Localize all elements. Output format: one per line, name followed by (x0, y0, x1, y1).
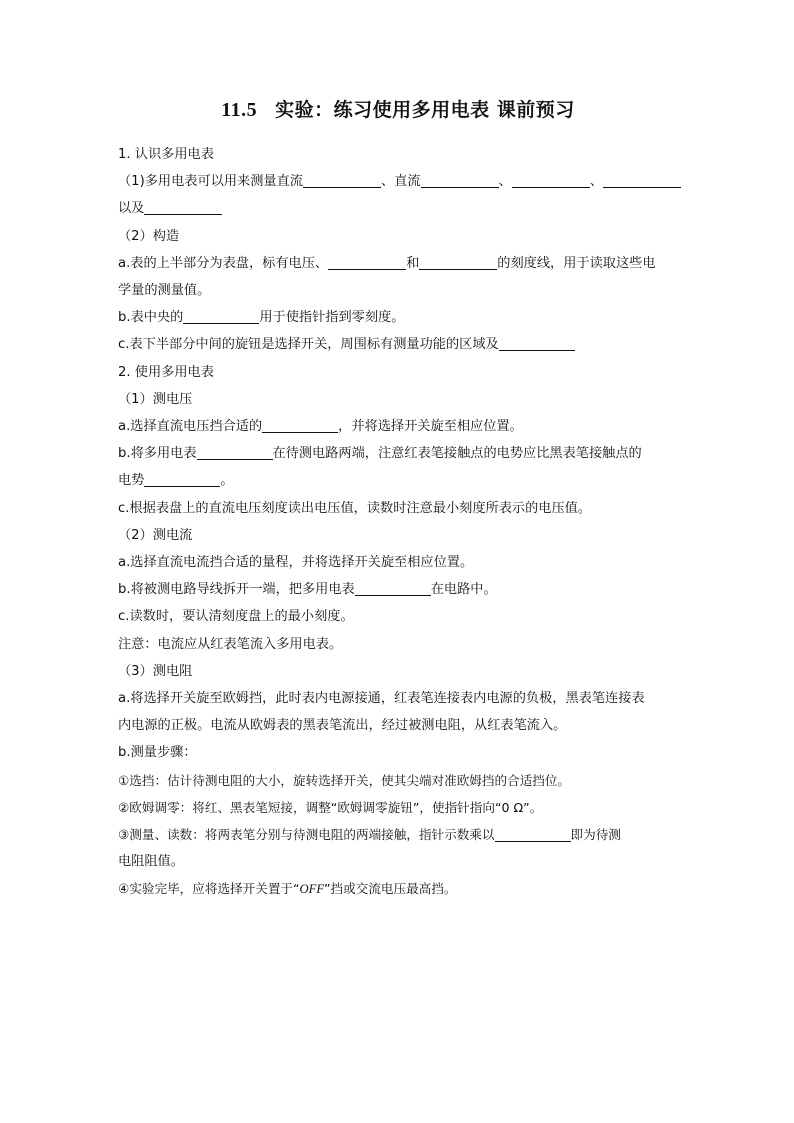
question-line: 电势 。 (118, 473, 234, 489)
answer-blank[interactable] (303, 173, 381, 188)
subheading: （3）测电阻 (118, 663, 193, 679)
text-line: a.将选择开关旋至欧姆挡，此时表内电源接通，红表笔连接表内电源的负极，黑表笔连接表 (118, 691, 645, 707)
subheading: （2）构造 (118, 228, 180, 244)
answer-blank[interactable] (512, 173, 590, 188)
title-text: 实验：练习使用多用电表 课前预习 (275, 99, 575, 121)
heading-2: 2. 使用多用电表 (118, 364, 214, 380)
section-number: 11.5 (221, 99, 258, 121)
text-line: c.根据表盘上的直流电压刻度读出电压值，读数时注意最小刻度所表示的电压值。 (118, 500, 592, 516)
question-line: c.表下半部分中间的旋钮是选择开关，周围标有测量功能的区域及 (118, 331, 678, 358)
answer-blank[interactable] (355, 581, 431, 596)
text-line: b.测量步骤： (118, 745, 197, 761)
answer-blank[interactable] (144, 472, 220, 487)
text-line: a.选择直流电流挡合适的量程，并将选择开关旋至相应位置。 (118, 555, 474, 571)
answer-blank[interactable] (499, 336, 575, 351)
subheading: （2）测电流 (118, 527, 193, 543)
subheading: （1）测电压 (118, 391, 193, 407)
off-label: OFF (299, 882, 325, 897)
answer-blank[interactable] (262, 418, 338, 433)
answer-blank[interactable] (328, 255, 406, 270)
text-line: 电阻阻值。 (118, 854, 184, 870)
question-line: a.表的上半部分为表盘，标有电压、 和 的刻度线，用于读取这些电 (118, 255, 656, 271)
question-line: ③测量、读数：将两表笔分别与待测电阻的两端接触，指针示数乘以 即为待测 (118, 827, 621, 843)
heading-1: 1. 认识多用电表 (118, 147, 214, 162)
answer-blank[interactable] (421, 173, 499, 188)
text-line: 学量的测量值。 (118, 283, 211, 299)
page-title (118, 95, 678, 125)
answer-blank[interactable] (183, 309, 259, 324)
answer-blank[interactable] (495, 827, 571, 842)
answer-blank[interactable] (419, 255, 497, 270)
question-line: 以及 (118, 195, 678, 222)
text-line: 内电源的正极。电流从欧姆表的黑表笔流出，经过被测电阻，从红表笔流入。 (118, 718, 567, 734)
question-line: b.将被测电路导线拆开一端，把多用电表 在电路中。 (118, 582, 497, 598)
answer-blank[interactable] (197, 445, 273, 460)
text-line: c.读数时，要认清刻度盘上的最小刻度。 (118, 609, 354, 625)
question-line: b.表中央的 用于使指针指到零刻度。 (118, 310, 405, 326)
step-line: ①选挡：估计待测电阻的大小，旋转选择开关，使其尖端对准欧姆挡的合适挡位。 (118, 772, 571, 788)
step-line: ②欧姆调零：将红、黑表笔短接，调整“欧姆调零旋钮”，使指针指向“0 Ω”。 (118, 799, 543, 815)
question-line: a.选择直流电压挡合适的 ，并将选择开关旋至相应位置。 (118, 419, 523, 435)
answer-blank[interactable] (603, 173, 681, 188)
answer-blank[interactable] (144, 200, 222, 215)
question-line: b.将多用电表 在待测电路两端，注意红表笔接触点的电势应比黑表笔接触点的 (118, 446, 642, 462)
step-line: ④实验完毕，应将选择开关置于“OFF”挡或交流电压最高挡。 (118, 881, 457, 897)
note-line: 注意：电流应从红表笔流入多用电表。 (118, 636, 343, 652)
document-page (118, 95, 678, 904)
question-line: （1)多用电表可以用来测量直流 、直流 、 、 (118, 168, 678, 195)
